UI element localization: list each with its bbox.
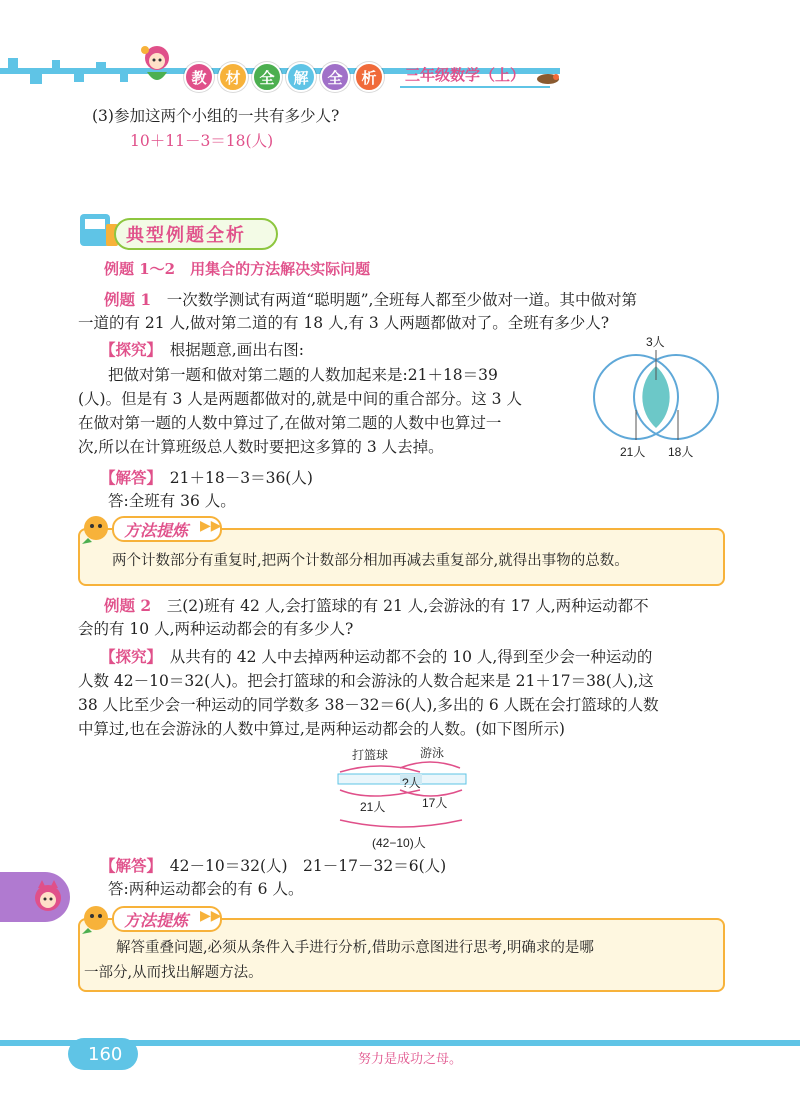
- example-2-label: 例题 2: [104, 596, 152, 615]
- venn-label-left: 21人: [620, 445, 646, 459]
- example-2-line2: 会的有 10 人,两种运动都会的有多少人?: [78, 620, 354, 638]
- answer-text: 21＋18－3＝36(人): [169, 469, 313, 487]
- example-2-explain-2: 人数 42－10＝32(人)。把会打篮球的和会游泳的人数合起来是 21＋17＝38(人),这: [78, 672, 654, 690]
- mascot-logo: [135, 40, 179, 90]
- example-1-explain-4: 次,所以在计算班级总人数时要把这多算的 3 人去掉。: [78, 438, 444, 456]
- header-title-char: 全: [252, 62, 282, 92]
- example-1-explain-1: 把做对第一题和做对第二题的人数加起来是:21＋18＝39: [108, 366, 498, 384]
- tip-2-title: 方法提炼: [124, 911, 189, 930]
- venn-diagram: [586, 330, 726, 465]
- pencil-icon: [530, 70, 560, 89]
- header-title-char: 材: [218, 62, 248, 92]
- tip-2-line2: 一部分,从而找出解题方法。: [84, 965, 263, 981]
- venn-label-top: 3人: [646, 335, 665, 349]
- explore-label-2: 【探究】: [100, 647, 155, 666]
- answer-label: 【解答】: [100, 468, 155, 487]
- example-2-text1: 三(2)班有 42 人,会打篮球的有 21 人,会游泳的有 17 人,两种运动都不: [166, 597, 649, 615]
- example-2-explain-3: 38 人比至少会一种运动的同学数多 38－32＝6(人),多出的 6 人既在会打篮球的人数: [78, 696, 659, 714]
- tip-1-mascot: [78, 512, 114, 550]
- header-title-char: 析: [354, 62, 384, 92]
- diagram-basketball: 打篮球: [352, 748, 389, 762]
- header-underline: [400, 86, 550, 88]
- explore-label: 【探究】: [100, 340, 155, 359]
- header-title-char: 教: [184, 62, 214, 92]
- header-subtitle: 三年级数学（上）: [405, 66, 526, 84]
- example-1-reply: 答:全班有 36 人。: [108, 492, 236, 510]
- example-2-explore: [100, 643, 652, 671]
- tip-1-arrow-icon: ▶▶: [200, 518, 222, 534]
- example-1-label: 例题 1: [104, 290, 152, 309]
- tip-2-arrow-icon: ▶▶: [200, 908, 222, 924]
- example-2-explain-1: 从共有的 42 人中去掉两种运动都不会的 10 人,得到至少会一种运动的: [169, 648, 653, 666]
- section-title: 典型例题全析: [126, 225, 246, 246]
- diagram-overlap: ?人: [402, 776, 421, 790]
- section-subtitle: 例题 1～2 用集合的方法解决实际问题: [104, 260, 371, 278]
- example-2-explain-4: 中算过,也在会游泳的人数中算过,是两种运动都会的人数。(如下图所示): [78, 720, 565, 738]
- question-3: (3)参加这两个小组的一共有多少人?: [92, 107, 340, 125]
- answer-label-2: 【解答】: [100, 856, 155, 875]
- diagram-total: (42−10)人: [372, 836, 426, 850]
- page-number: 160: [88, 1044, 123, 1065]
- example-2-reply: 答:两种运动都会的有 6 人。: [108, 880, 304, 898]
- header-title-char: 解: [286, 62, 316, 92]
- example-1-text1: 一次数学测试有两道“聪明题”,全班每人都至少做对一道。其中做对第: [166, 291, 637, 309]
- question-3-answer: 10＋11－3＝18(人): [130, 132, 274, 150]
- diagram-21: 21人: [360, 800, 386, 814]
- example-1-explain-3: 在做对第一题的人数中算过了,在做对第二题的人数中也算过一: [78, 414, 502, 432]
- header-title-char: 全: [320, 62, 350, 92]
- diagram-17: 17人: [422, 796, 448, 810]
- footer-motto: 努力是成功之母。: [358, 1052, 463, 1067]
- explore-text: 根据题意,画出右图:: [169, 341, 304, 359]
- example-1-explain-2: (人)。但是有 3 人是两题都做对的,就是中间的重合部分。这 3 人: [78, 390, 522, 408]
- side-tab-mascot: [30, 878, 66, 920]
- example-1-explore: [100, 336, 304, 364]
- tip-1-title: 方法提炼: [124, 521, 189, 540]
- answer-text-2: 42－10＝32(人) 21－17－32＝6(人): [169, 857, 447, 875]
- tip-2-mascot: [78, 902, 114, 940]
- venn-label-right: 18人: [668, 445, 694, 459]
- example-1-line2: 一道的有 21 人,做对第二道的有 18 人,有 3 人两题都做对了。全班有多少人?: [78, 314, 610, 332]
- diagram-swim: 游泳: [420, 746, 445, 760]
- tip-2-line1: 解答重叠问题,必须从条件入手进行分析,借助示意图进行思考,明确求的是哪: [116, 940, 594, 956]
- overlap-diagram: [330, 742, 470, 852]
- tip-1-text: 两个计数部分有重复时,把两个计数部分相加再减去重复部分,就得出事物的总数。: [112, 553, 629, 569]
